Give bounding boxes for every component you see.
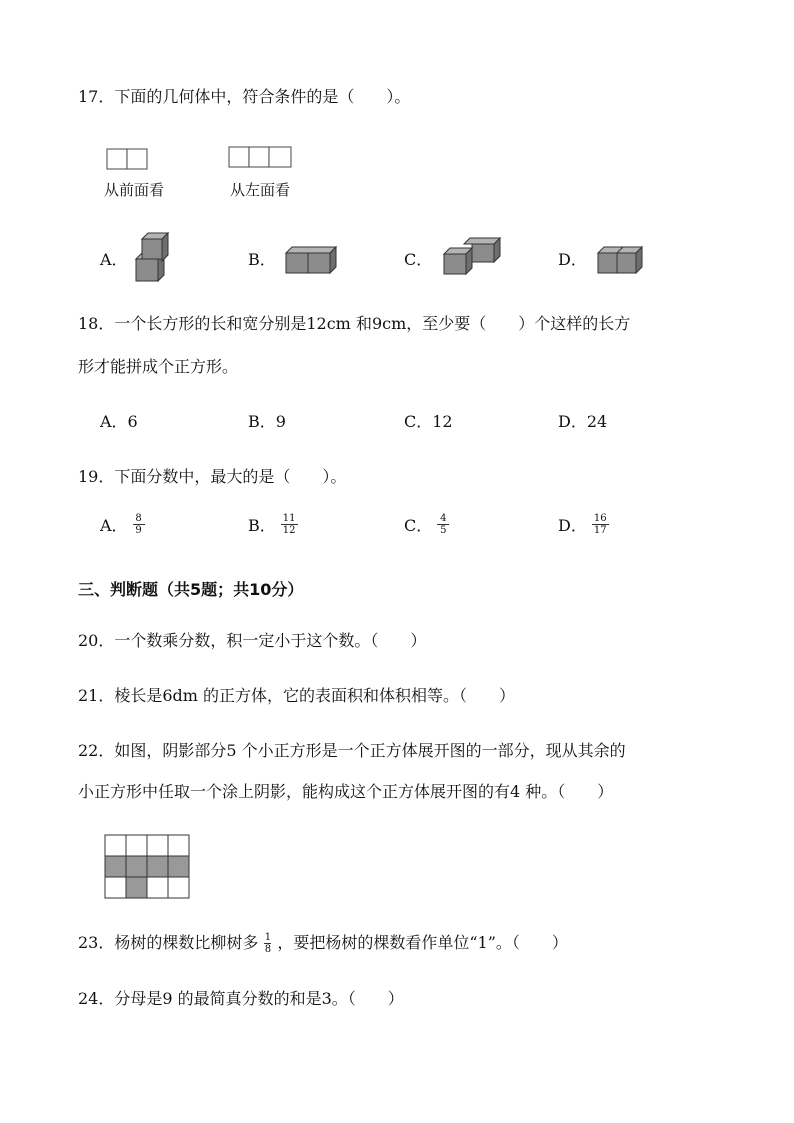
q21-text: 21．棱长是6dm 的正方体，它的表面积和体积相等。（ ）: [78, 686, 516, 705]
front-view-figure: [106, 148, 156, 174]
q22-net-grid: [104, 834, 194, 904]
numerator: 4: [440, 513, 447, 524]
q17-option-a-figure: [134, 233, 174, 285]
q19-option-d: [558, 513, 608, 536]
q17-option-c-label: C．: [404, 250, 433, 269]
denominator: 12: [282, 525, 296, 536]
front-view-caption: 从前面看: [104, 181, 165, 199]
q17-option-b-figure: [284, 243, 344, 277]
q23-fraction: [264, 932, 271, 955]
q17-option-a-label: A．: [100, 250, 128, 269]
q17-stem: 17．下面的几何体中，符合条件的是（ ）。: [78, 87, 411, 106]
q23-text: [78, 928, 568, 958]
q19-option-b-fraction: [282, 513, 297, 536]
q19-option-c-label: C．: [404, 516, 433, 535]
q24-text: 24．分母是9 的最简真分数的和是3。（ ）: [78, 989, 404, 1008]
numerator: 8: [135, 513, 142, 524]
q18-option-c: C．12: [404, 412, 453, 431]
q19-stem: 19．下面分数中，最大的是（ ）。: [78, 467, 347, 486]
q18-stem-line2: 形才能拼成个正方形。: [78, 357, 239, 376]
denominator: 5: [440, 525, 447, 536]
q17-option-c-figure: [442, 238, 504, 280]
q17-option-d-figure: [596, 243, 646, 277]
q17-option-b-label: B．: [248, 250, 276, 269]
q18-option-b: B．9: [248, 412, 286, 431]
q23-after: ，要把杨树的棵数看作单位“1”。（ ）: [277, 933, 568, 952]
q22-line1: 22．如图，阴影部分5 个小正方形是一个正方体展开图的一部分，现从其余的: [78, 741, 626, 760]
q19-option-d-fraction: [593, 513, 608, 536]
numerator: 1: [264, 931, 272, 943]
denominator: 9: [135, 525, 142, 536]
q18-stem-line1: 18．一个长方形的长和宽分别是12cm 和9cm，至少要（ ）个这样的长方: [78, 314, 631, 333]
denominator: 17: [593, 525, 607, 536]
q19-option-c-fraction: [438, 513, 448, 536]
q23-before: 23．杨树的棵数比柳树多: [78, 933, 259, 952]
q18-option-a: A．6: [100, 412, 138, 431]
q19-option-a-fraction: [134, 513, 144, 536]
denominator: 8: [264, 943, 272, 955]
q22-line2: 小正方形中任取一个涂上阴影，能构成这个正方体展开图的有4 种。（ ）: [78, 782, 614, 801]
numerator: 16: [593, 513, 607, 524]
q19-option-a: [100, 513, 144, 536]
q19-option-b: [248, 513, 297, 536]
q18-option-d: D．24: [558, 412, 608, 431]
left-view-figure: [228, 146, 298, 172]
q19-option-b-label: B．: [248, 516, 276, 535]
section-heading: 三、判断题（共5题；共10分）: [78, 580, 304, 599]
q19-option-a-label: A．: [100, 516, 128, 535]
q19-option-c: [404, 513, 448, 536]
numerator: 11: [282, 513, 296, 524]
q19-option-d-label: D．: [558, 516, 587, 535]
left-view-caption: 从左面看: [230, 181, 291, 199]
q20-text: 20．一个数乘分数，积一定小于这个数。（ ）: [78, 631, 427, 650]
q17-option-d-label: D．: [558, 250, 587, 269]
